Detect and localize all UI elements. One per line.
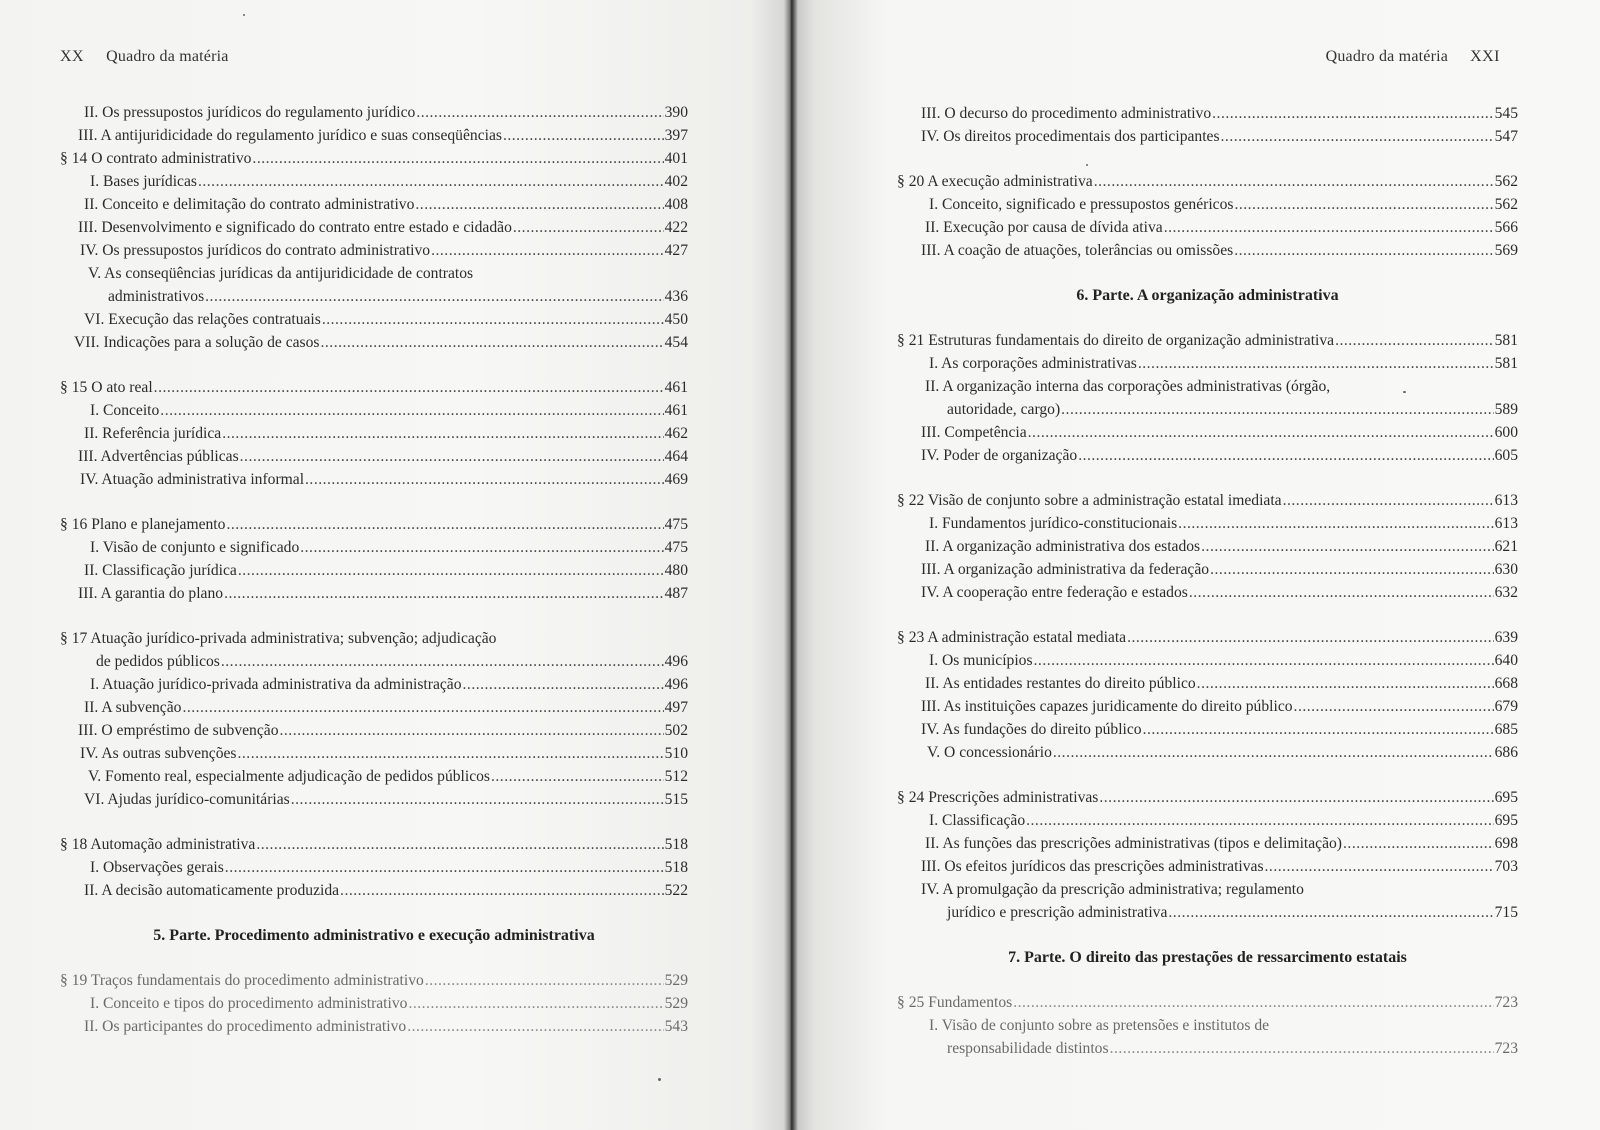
toc-entry: I. Conceito ..... 461 xyxy=(60,399,688,422)
toc-entry-continuation: autoridade, cargo) ..... 589 xyxy=(897,398,1518,421)
toc-entry: II. A subvenção ..... 497 xyxy=(60,696,688,719)
print-speck xyxy=(658,1078,661,1081)
toc-section-first-line: § 17 Atuação jurídico-privada administrativa; subvenção; adjudicação xyxy=(60,630,497,647)
left-page xyxy=(0,0,790,1130)
toc-section-entry: § 20 A execução administrativa ..... 562 xyxy=(897,170,1518,193)
toc-entry: VI. Ajudas jurídico-comunitárias ..... 515 xyxy=(60,788,688,811)
toc-section-entry: § 15 O ato real ..... 461 xyxy=(60,376,688,399)
toc-entry: II. As entidades restantes do direito público ..... 668 xyxy=(897,672,1518,695)
toc-entry-first-line: IV. A promulgação da prescrição administrativa; regulamento xyxy=(921,881,1304,898)
toc-entry: IV. A cooperação entre federação e estados ..... 632 xyxy=(897,581,1518,604)
toc-entry: I. Conceito, significado e pressupostos genéricos ..... 562 xyxy=(897,193,1518,216)
print-speck xyxy=(1403,391,1406,393)
toc-section-continuation: de pedidos públicos ..... 496 xyxy=(60,650,688,673)
right-toc xyxy=(897,102,1518,1060)
toc-entry: III. Competência ..... 600 xyxy=(897,421,1518,444)
toc-section-entry: § 21 Estruturas fundamentais do direito de organização administrativa ..... 581 xyxy=(897,329,1518,352)
toc-entry: I. Visão de conjunto e significado ..... 475 xyxy=(60,536,688,559)
toc-entry: VII. Indicações para a solução de casos ..... 454 xyxy=(60,331,688,354)
toc-entry: II. Os participantes do procedimento administrativo ..... 543 xyxy=(60,1015,688,1038)
toc-section-entry: § 22 Visão de conjunto sobre a administração estatal imediata ..... 613 xyxy=(897,489,1518,512)
toc-entry: II. Execução por causa de dívida ativa ..... 566 xyxy=(897,216,1518,239)
right-running-title: Quadro da matéria xyxy=(1325,48,1449,65)
toc-section-entry: § 23 A administração estatal mediata ..... 639 xyxy=(897,626,1518,649)
toc-entry: II. Conceito e delimitação do contrato administrativo ..... 408 xyxy=(60,193,688,216)
toc-entry-continuation: responsabilidade distintos ..... 723 xyxy=(897,1037,1518,1060)
toc-entry: III. A organização administrativa da federação ..... 630 xyxy=(897,558,1518,581)
print-speck xyxy=(1086,164,1088,166)
toc-entry: I. Conceito e tipos do procedimento administrativo ..... 529 xyxy=(60,992,688,1015)
toc-entry: III. A coação de atuações, tolerâncias ou omissões ..... 569 xyxy=(897,239,1518,262)
toc-entry: IV. As fundações do direito público ..... 685 xyxy=(897,718,1518,741)
toc-entry: V. O concessionário ..... 686 xyxy=(897,741,1518,764)
left-toc xyxy=(60,101,688,1038)
toc-entry: I. Bases jurídicas ..... 402 xyxy=(60,170,688,193)
toc-entry: III. O decurso do procedimento administrativo ..... 545 xyxy=(897,102,1518,125)
toc-section-entry: § 18 Automação administrativa ..... 518 xyxy=(60,833,688,856)
left-page-number: XX xyxy=(60,48,85,65)
left-running-head xyxy=(60,48,229,66)
toc-entry: I. Classificação ..... 695 xyxy=(897,809,1518,832)
toc-entry: III. A garantia do plano ..... 487 xyxy=(60,582,688,605)
toc-entry-continuation: administrativos ..... 436 xyxy=(60,285,688,308)
toc-entry: IV. As outras subvenções ..... 510 xyxy=(60,742,688,765)
toc-entry: I. Fundamentos jurídico-constitucionais ..... 613 xyxy=(897,512,1518,535)
toc-entry: III. Advertências públicas ..... 464 xyxy=(60,445,688,468)
toc-entry: IV. Atuação administrativa informal ..... 469 xyxy=(60,468,688,491)
toc-entry: II. A decisão automaticamente produzida ..... 522 xyxy=(60,879,688,902)
toc-entry: III. O empréstimo de subvenção ..... 502 xyxy=(60,719,688,742)
toc-entry: II. Referência jurídica ..... 462 xyxy=(60,422,688,445)
toc-entry: I. Atuação jurídico-privada administrativa da administração ..... 496 xyxy=(60,673,688,696)
part-heading-5: 5. Parte. Procedimento administrativo e execução administrativa xyxy=(153,927,595,944)
toc-entry-first-line: V. As conseqüências jurídicas da antijuridicidade de contratos xyxy=(88,265,474,282)
toc-entry: III. Desenvolvimento e significado do contrato entre estado e cidadão ..... 422 xyxy=(60,216,688,239)
toc-entry: IV. Os pressupostos jurídicos do contrato administrativo ..... 427 xyxy=(60,239,688,262)
toc-entry: I. Os municípios ..... 640 xyxy=(897,649,1518,672)
toc-entry: IV. Os direitos procedimentais dos participantes ..... 547 xyxy=(897,125,1518,148)
book-gutter xyxy=(784,0,798,1130)
toc-section-entry: § 19 Traços fundamentais do procedimento administrativo ..... 529 xyxy=(60,969,688,992)
toc-entry: III. Os efeitos jurídicos das prescrições administrativas ..... 703 xyxy=(897,855,1518,878)
toc-entry: III. As instituições capazes juridicamente do direito público ..... 679 xyxy=(897,695,1518,718)
print-speck xyxy=(243,14,245,16)
part-heading-7: 7. Parte. O direito das prestações de ressarcimento estatais xyxy=(1008,949,1407,966)
toc-entry-first-line: II. A organização interna das corporações administrativas (órgão, xyxy=(925,378,1331,395)
toc-entry: I. Observações gerais ..... 518 xyxy=(60,856,688,879)
toc-entry: V. Fomento real, especialmente adjudicação de pedidos públicos ..... 512 xyxy=(60,765,688,788)
right-page xyxy=(790,0,1600,1130)
right-page-number: XXI xyxy=(1470,48,1500,65)
toc-section-entry: § 14 O contrato administrativo ..... 401 xyxy=(60,147,688,170)
toc-entry: II. A organização administrativa dos estados ..... 621 xyxy=(897,535,1518,558)
part-heading-6: 6. Parte. A organização administrativa xyxy=(1076,287,1339,304)
toc-entry: III. A antijuridicidade do regulamento jurídico e suas conseqüências ..... 397 xyxy=(60,124,688,147)
toc-entry: II. As funções das prescrições administrativas (tipos e delimitação) ..... 698 xyxy=(897,832,1518,855)
toc-entry: IV. Poder de organização ..... 605 xyxy=(897,444,1518,467)
toc-section-entry: § 25 Fundamentos ..... 723 xyxy=(897,991,1518,1014)
toc-section-entry: § 16 Plano e planejamento ..... 475 xyxy=(60,513,688,536)
left-running-title: Quadro da matéria xyxy=(106,48,229,65)
right-running-head xyxy=(1326,48,1500,66)
toc-entry: II. Os pressupostos jurídicos do regulamento jurídico ..... 390 xyxy=(60,101,688,124)
toc-entry-continuation: jurídico e prescrição administrativa ..... 715 xyxy=(897,901,1518,924)
toc-section-entry: § 24 Prescrições administrativas ..... 695 xyxy=(897,786,1518,809)
toc-entry: II. Classificação jurídica ..... 480 xyxy=(60,559,688,582)
toc-entry: VI. Execução das relações contratuais ..... 450 xyxy=(60,308,688,331)
toc-entry: I. As corporações administrativas ..... 581 xyxy=(897,352,1518,375)
toc-entry-first-line: I. Visão de conjunto sobre as pretensões e institutos de xyxy=(929,1017,1270,1034)
